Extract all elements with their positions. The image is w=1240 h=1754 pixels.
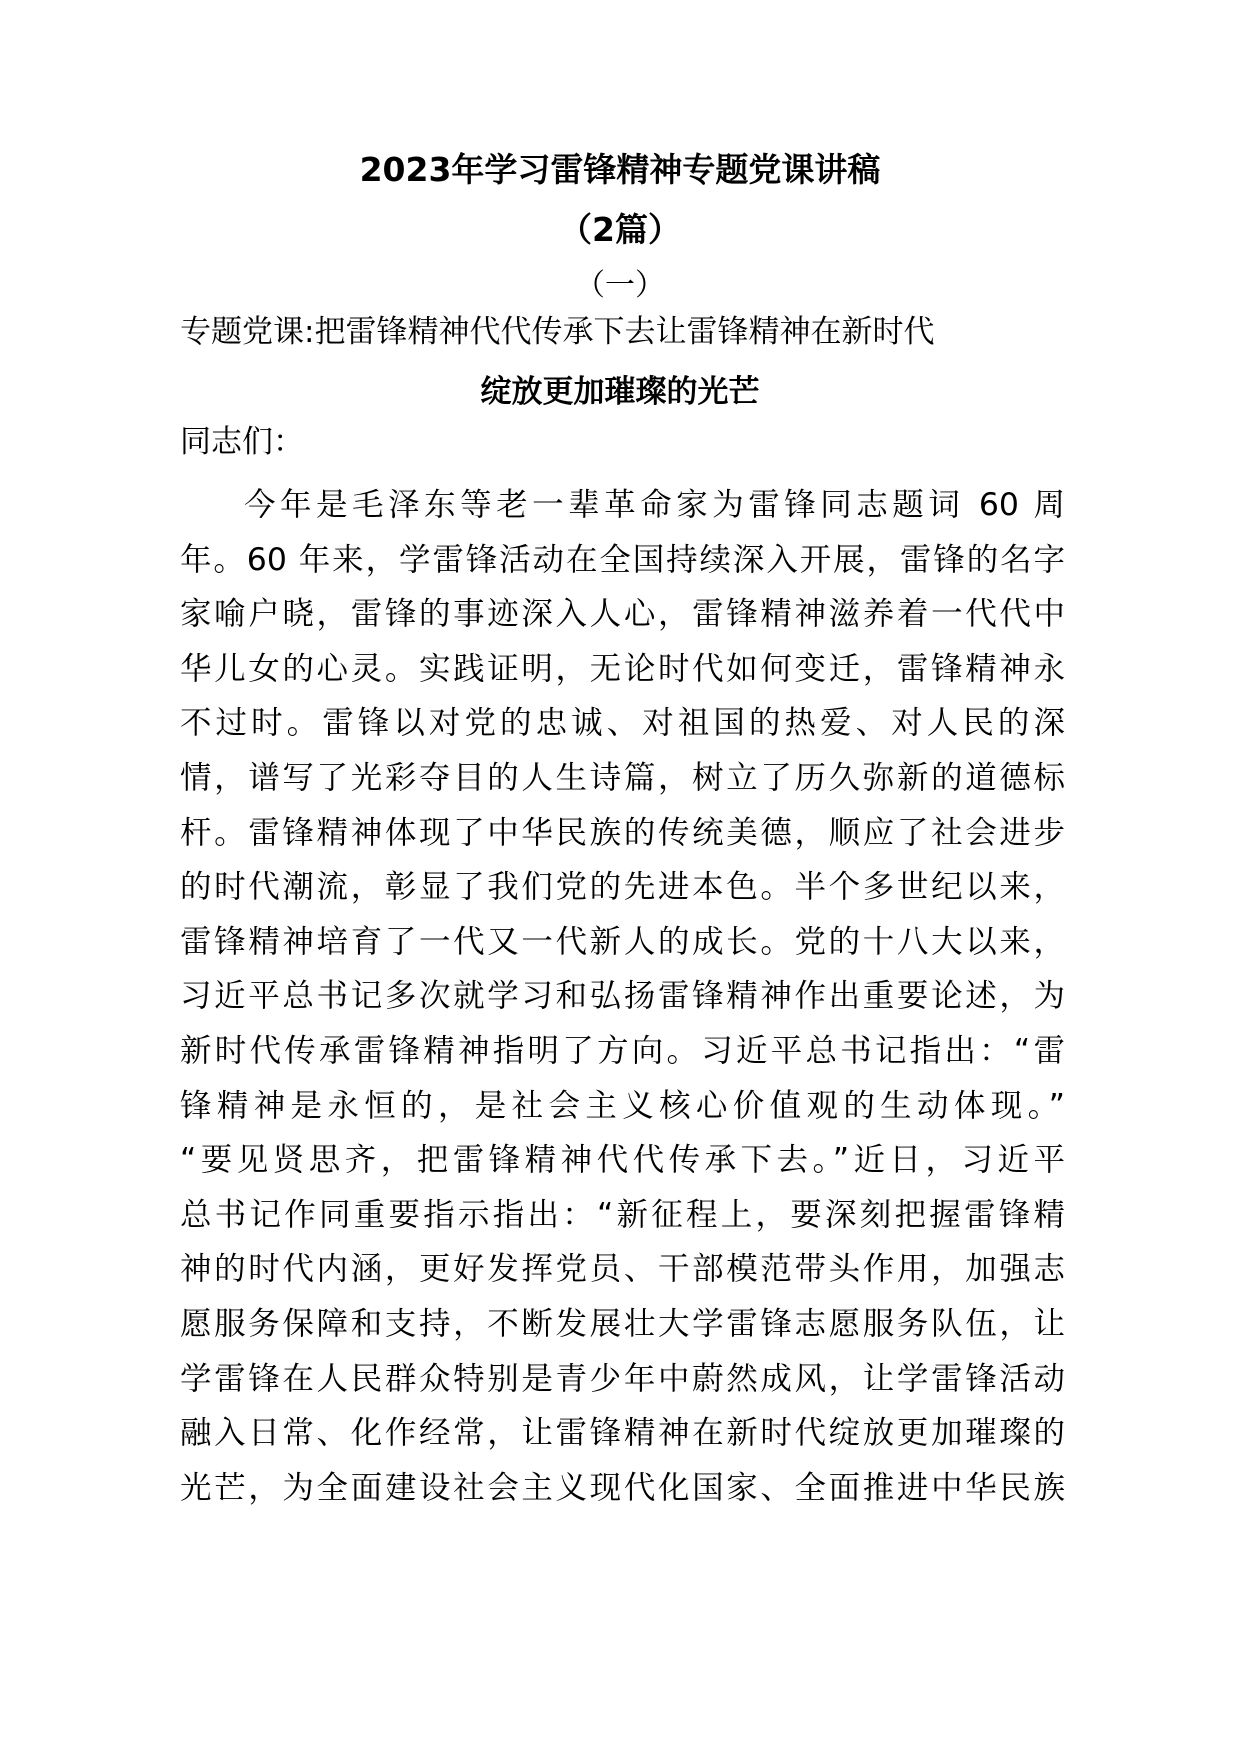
body-line: 习近平总书记多次就学习和弘扬雷锋精神作出重要论述，为 [180,978,1065,1015]
body-text [180,478,1065,1515]
body-line: 今年是毛泽东等老一辈革命家为雷锋同志题词 60 周 [244,487,1065,523]
body-line: 锋精神是永恒的，是社会主义核心价值观的生动体现。” [180,1087,1065,1124]
body-line: 不过时。雷锋以对党的忠诚、对祖国的热爱、对人民的深 [180,705,1065,742]
body-line: 愿服务保障和支持，不断发展壮大学雷锋志愿服务队伍，让 [180,1305,1065,1342]
salutation: 同志们： [180,424,304,460]
section-heading-line2: 绽放更加璀璨的光芒 [480,374,760,410]
body-line: 雷锋精神培育了一代又一代新人的成长。党的十八大以来， [180,923,1065,960]
body-line: 新时代传承雷锋精神指明了方向。习近平总书记指出：“雷 [180,1032,1065,1069]
body-line: 杆。雷锋精神体现了中华民族的传统美德，顺应了社会进步 [180,814,1065,851]
body-line: 华儿女的心灵。实践证明，无论时代如何变迁，雷锋精神永 [180,650,1065,687]
body-line: 总书记作同重要指示指出：“新征程上，要深刻把握雷锋精 [180,1196,1065,1233]
section-heading-line1: 专题党课:把雷锋精神代代传承下去让雷锋精神在新时代 [180,314,935,350]
body-line: 学雷锋在人民群众特别是青少年中蔚然成风，让学雷锋活动 [180,1360,1065,1397]
body-line: 年。60 年来，学雷锋活动在全国持续深入开展，雷锋的名字 [180,541,1065,578]
body-line: 光芒，为全面建设社会主义现代化国家、全面推进中华民族 [180,1469,1065,1506]
body-line: 家喻户晓，雷锋的事迹深入人心，雷锋精神滋养着一代代中 [180,596,1065,633]
section-number: （一） [575,268,665,303]
body-line: 融入日常、化作经常，让雷锋精神在新时代绽放更加璀璨的 [180,1415,1065,1452]
document-title: 2023年学习雷锋精神专题党课讲稿 [359,150,881,189]
body-line: 情，谱写了光彩夺目的人生诗篇，树立了历久弥新的道德标 [180,759,1065,796]
body-line: “要见贤思齐，把雷锋精神代代传承下去。”近日，习近平 [180,1142,1065,1179]
body-line: 神的时代内涵，更好发挥党员、干部模范带头作用，加强志 [180,1251,1065,1288]
body-line: 的时代潮流，彰显了我们党的先进本色。半个多世纪以来， [180,869,1065,906]
document-count: （2篇） [559,210,681,249]
